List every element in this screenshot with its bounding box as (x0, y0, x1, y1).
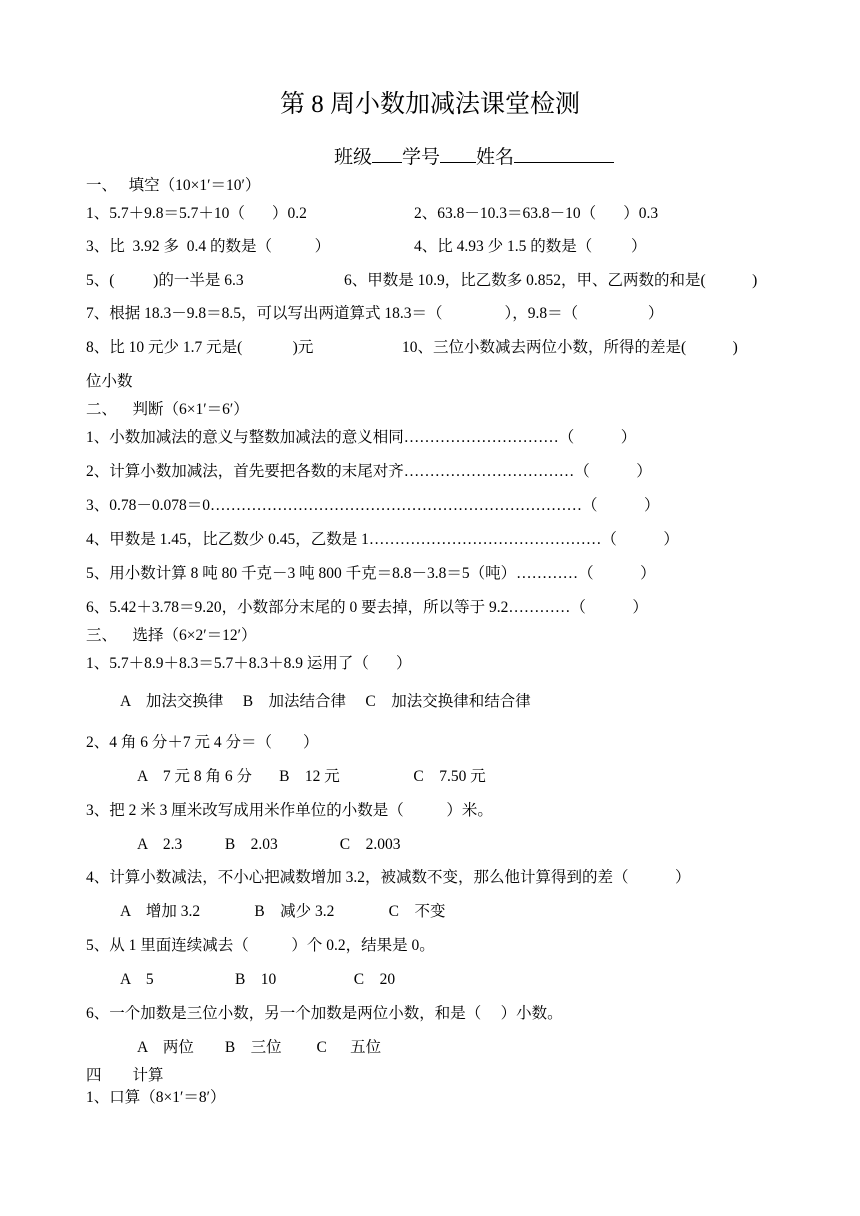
number-label: 学号 (402, 147, 441, 168)
fill-q8: 8、比 10 元少 1.7 元是( )元 (86, 339, 314, 356)
fill-q2: 2、63.8－10.3＝63.8－10（ ）0.3 (414, 205, 659, 222)
choice-q2: 2、4 角 6 分＋7 元 4 分＝（ ） (86, 734, 319, 751)
calc-sub1: 1、口算（8×1′＝8′） (86, 1089, 226, 1106)
judge-heading: 二、 判断（6×1′＝6′） (86, 401, 249, 418)
choice-q3-options: A 2.3 B 2.03 C 2.003 (137, 836, 401, 853)
page-title: 第 8 周小数加减法课堂检测 (279, 91, 580, 118)
fill-heading: 一、 填空（10×1′＝10′） (86, 177, 261, 194)
fill-q3: 3、比 3.92 多 0.4 的数是（ ） (86, 238, 331, 255)
fill-q10: 10、三位小数减去两位小数，所得的差是( ) (402, 339, 738, 356)
fill-q7: 7、根据 18.3－9.8＝8.5，可以写出两道算式 18.3＝（ ），9.8＝（ ） (86, 305, 664, 322)
judge-q1: 1、小数加减法的意义与整数加减法的意义相同…………………………（ ） (86, 429, 637, 446)
class-blank[interactable] (372, 142, 402, 163)
choice-q4-options: A 增加 3.2 B 减少 3.2 C 不变 (120, 903, 446, 920)
choice-heading: 三、 选择（6×2′＝12′） (86, 627, 257, 644)
judge-q4: 4、甲数是 1.45，比乙数少 0.45，乙数是 1………………………………………（ ） (86, 531, 679, 548)
name-label: 姓名 (476, 147, 515, 168)
fill-q10-continued: 位小数 (86, 373, 133, 390)
judge-q5: 5、用小数计算 8 吨 80 千克－3 吨 800 千克＝8.8－3.8＝5（吨）…………（ ） (86, 565, 656, 582)
fill-q4: 4、比 4.93 少 1.5 的数是（ ） (414, 238, 647, 255)
fill-q6: 6、甲数是 10.9，比乙数多 0.852，甲、乙两数的和是( ) (344, 272, 758, 289)
choice-q5: 5、从 1 里面连续减去（ ）个 0.2，结果是 0。 (86, 937, 435, 954)
class-label: 班级 (334, 147, 373, 168)
choice-q5-options: A 5 B 10 C 20 (120, 971, 396, 988)
fill-q5: 5、( )的一半是 6.3 (86, 272, 244, 289)
choice-q4: 4、计算小数减法，不小心把减数增加 3.2，被减数不变，那么他计算得到的差（ ） (86, 869, 691, 886)
name-blank[interactable] (514, 142, 614, 163)
choice-q3: 3、把 2 米 3 厘米改写成用米作单位的小数是（ ）米。 (86, 802, 493, 819)
choice-q2-options: A 7 元 8 角 6 分 B 12 元 C 7.50 元 (137, 768, 486, 785)
fill-q1: 1、5.7＋9.8＝5.7＋10（ ）0.2 (86, 205, 307, 222)
calc-heading: 四 计算 (86, 1067, 164, 1084)
number-blank[interactable] (440, 142, 476, 163)
judge-q2: 2、计算小数加减法，首先要把各数的末尾对齐……………………………（ ） (86, 463, 652, 480)
choice-q6-options: A 两位 B 三位 C 五位 (137, 1039, 382, 1056)
judge-q6: 6、5.42＋3.78＝9.20，小数部分末尾的 0 要去掉，所以等于 9.2…………（ ） (86, 599, 648, 616)
judge-q3: 3、0.78－0.078＝0………………………………………………………………（ ） (86, 497, 660, 514)
choice-q1: 1、5.7＋8.9＋8.3＝5.7＋8.3＋8.9 运用了（ ） (86, 655, 412, 672)
student-info (334, 142, 614, 171)
choice-q1-options: A 加法交换律 B 加法结合律 C 加法交换律和结合律 (120, 693, 531, 710)
choice-q6: 6、一个加数是三位小数，另一个加数是两位小数，和是（ ）小数。 (86, 1005, 563, 1022)
